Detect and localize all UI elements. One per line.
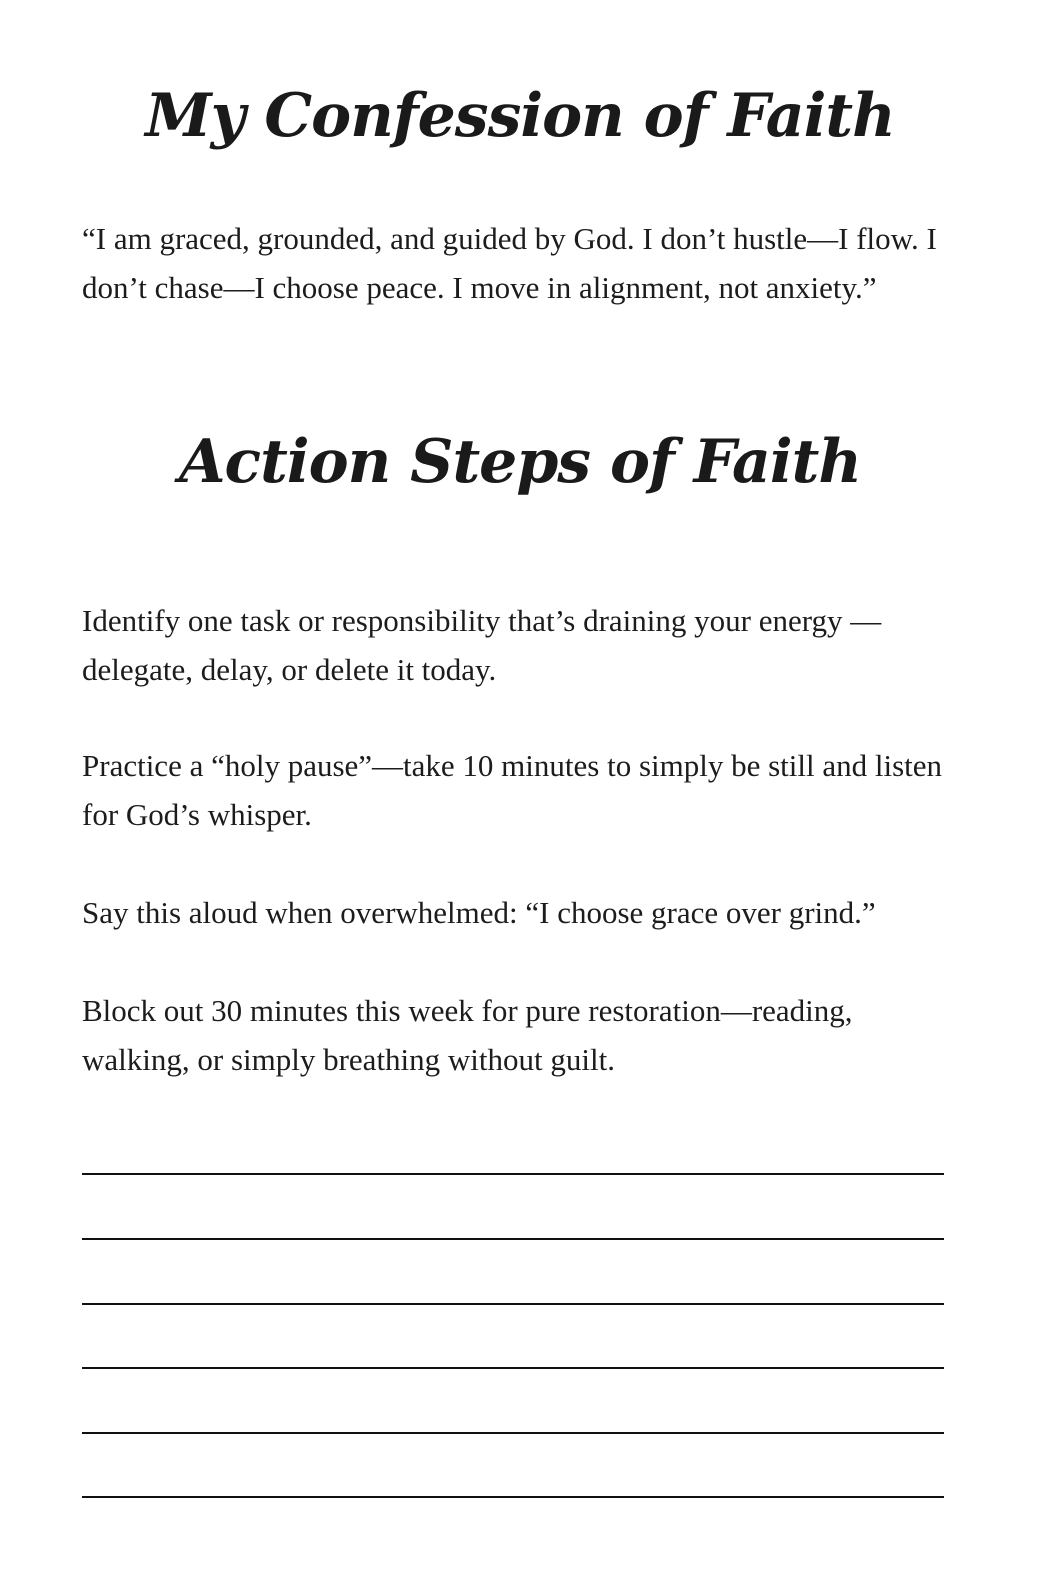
writing-line[interactable] bbox=[82, 1367, 944, 1369]
action-steps-heading: Action Steps of Faith bbox=[178, 427, 861, 497]
action-step-item: Identify one task or responsibility that’s draining your energy —delegate, delay, or delete it today. bbox=[82, 603, 882, 687]
writing-line[interactable] bbox=[82, 1432, 944, 1434]
action-step-item: Say this aloud when overwhelmed: “I choose grace over grind.” bbox=[82, 895, 876, 930]
confession-text: “I am graced, grounded, and guided by God. I don’t hustle—I flow. I don’t chase—I choose peace. I move in alignment, not anxiety.” bbox=[82, 221, 937, 305]
writing-line[interactable] bbox=[82, 1238, 944, 1240]
writing-line[interactable] bbox=[82, 1303, 944, 1305]
writing-line[interactable] bbox=[82, 1496, 944, 1498]
writing-line[interactable] bbox=[82, 1173, 944, 1175]
action-step-item: Practice a “holy pause”—take 10 minutes to simply be still and listen for God’s whisper. bbox=[82, 748, 943, 832]
confession-heading: My Confession of Faith bbox=[145, 81, 895, 151]
action-step-item: Block out 30 minutes this week for pure restoration—reading, walking, or simply breathing without guilt. bbox=[82, 993, 853, 1077]
